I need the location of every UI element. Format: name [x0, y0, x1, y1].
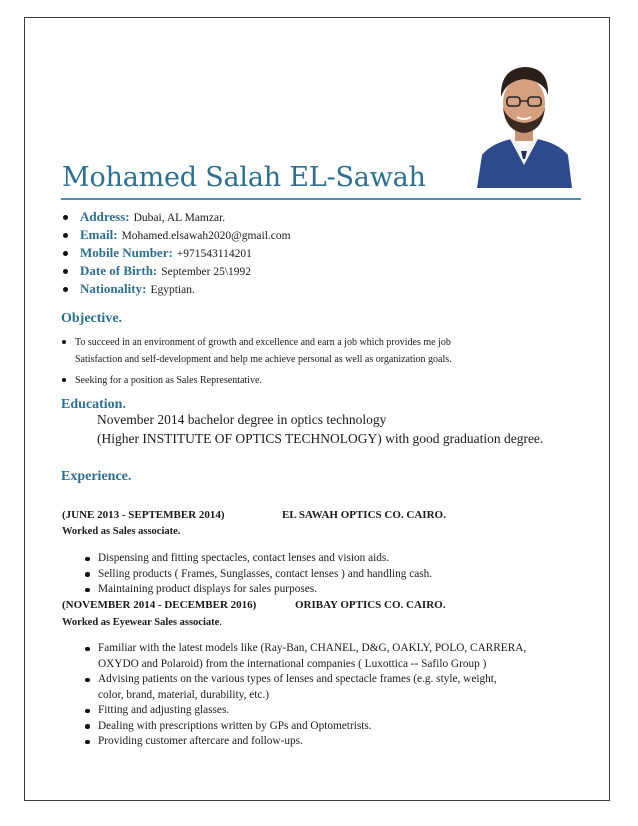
job-company: EL SAWAH OPTICS CO. CAIRO.	[282, 509, 446, 521]
task-item: Providing customer aftercare and follow-ups.	[82, 734, 582, 750]
objective-heading: Objective.	[61, 311, 123, 326]
task-item	[82, 641, 582, 672]
task-line: OXYDO and Polaroid) from the international companies ( Luxottica -- Safilo Group )	[98, 657, 487, 670]
contact-dob	[60, 262, 291, 280]
contact-label: Address:	[80, 209, 130, 224]
job-task-list	[82, 641, 582, 750]
contact-value: Egyptian.	[150, 284, 195, 296]
contact-nationality	[60, 280, 291, 298]
contact-mobile	[60, 244, 291, 262]
job-company: ORIBAY OPTICS CO. CAIRO.	[295, 599, 446, 611]
objective-item	[60, 372, 590, 389]
job-role	[62, 526, 180, 537]
contact-value: Dubai, AL Mamzar.	[133, 212, 226, 224]
job-header	[62, 509, 446, 521]
education-details	[97, 410, 543, 448]
task-item: Dealing with prescriptions written by GPs and Optometrists.	[82, 719, 582, 735]
job-role-tail: .	[219, 617, 222, 628]
contact-list	[60, 208, 291, 298]
contact-value: September 25\1992	[161, 266, 252, 278]
task-line: Familiar with the latest models like (Ray-Ban, CHANEL, D&G, OAKLY, POLO, CARRERA,	[98, 642, 527, 654]
objective-line: Seeking for a position as Sales Representative.	[75, 375, 262, 386]
objective-item	[60, 334, 590, 368]
job-period: (JUNE 2013 - SEPTEMBER 2014)	[62, 509, 225, 521]
education-line: (Higher INSTITUTE OF OPTICS TECHNOLOGY) with good graduation degree.	[97, 431, 544, 446]
education-heading: Education.	[61, 397, 126, 412]
job-header	[62, 599, 446, 611]
contact-email	[60, 226, 291, 244]
task-item: Dispensing and fitting spectacles, contact lenses and vision aids.	[82, 551, 582, 567]
profile-photo	[472, 55, 577, 188]
objective-list	[60, 334, 590, 393]
job-role	[62, 617, 222, 628]
task-item: Maintaining product displays for sales purposes.	[82, 582, 582, 598]
contact-label: Mobile Number:	[80, 245, 173, 260]
job-role-text: Worked as Sales associate.	[62, 526, 181, 537]
objective-line: To succeed in an environment of growth and excellence and earn a job which provides me job	[75, 337, 451, 348]
contact-address	[60, 208, 291, 226]
objective-line: Satisfaction and self-development and help me achieve personal as well as organization goals.	[75, 354, 452, 365]
job-period: (NOVEMBER 2014 - DECEMBER 2016)	[62, 599, 257, 611]
task-item: Selling products ( Frames, Sunglasses, contact lenses ) and handling cash.	[82, 567, 582, 583]
task-line: color, brand, material, durability, etc.)	[98, 688, 270, 701]
task-line: Advising patients on the various types of lenses and spectacle frames (e.g. style, weight,	[98, 673, 497, 685]
experience-heading: Experience.	[61, 469, 132, 484]
profile-photo-image	[472, 55, 577, 188]
candidate-name: Mohamed Salah EL-Sawah	[62, 162, 426, 193]
job-role-text: Worked as Eyewear Sales associate	[62, 617, 220, 628]
contact-value[interactable]: Mohamed.elsawah2020@gmail.com	[121, 230, 291, 242]
contact-value: +971543114201	[176, 248, 252, 260]
task-item: Fitting and adjusting glasses.	[82, 703, 582, 719]
education-line: November 2014 bachelor degree in optics technology	[97, 412, 387, 427]
job-task-list	[82, 551, 582, 598]
header-divider	[61, 198, 581, 200]
contact-label: Nationality:	[80, 281, 147, 296]
task-item	[82, 672, 582, 703]
contact-label: Email:	[80, 227, 118, 242]
contact-label: Date of Birth:	[80, 263, 158, 278]
